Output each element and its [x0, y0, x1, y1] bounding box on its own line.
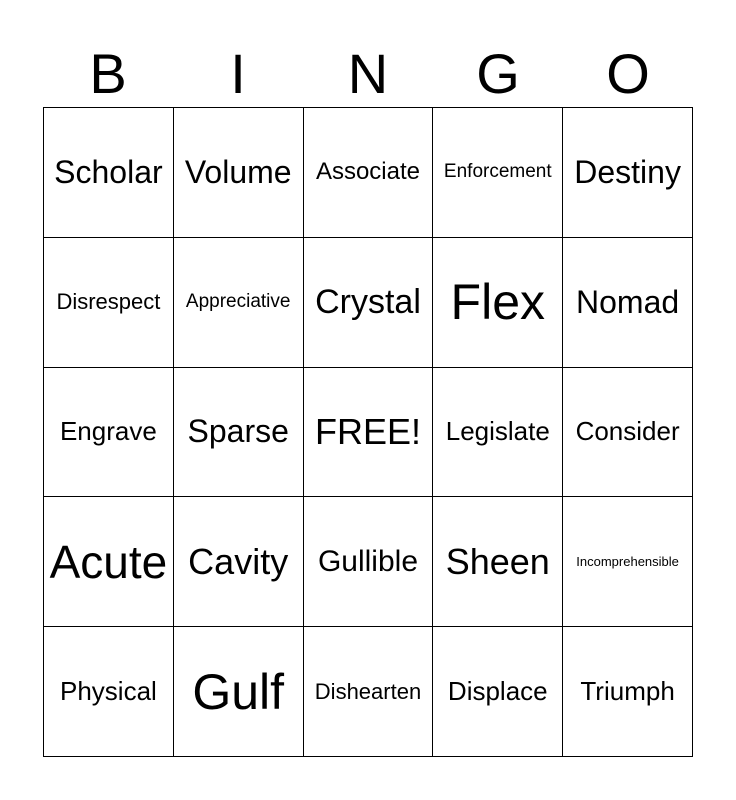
header-letter-g: G: [476, 42, 520, 105]
bingo-cell[interactable]: Sparse: [174, 368, 304, 498]
bingo-grid: [43, 107, 693, 757]
bingo-cell[interactable]: Physical: [44, 627, 174, 757]
bingo-cell[interactable]: Disrespect: [44, 238, 174, 368]
header-letter-b: B: [89, 42, 127, 105]
bingo-cell[interactable]: Volume: [174, 108, 304, 238]
bingo-cell[interactable]: Legislate: [433, 368, 563, 498]
bingo-cell[interactable]: Displace: [433, 627, 563, 757]
bingo-cell[interactable]: Crystal: [304, 238, 434, 368]
bingo-cell[interactable]: Dishearten: [304, 627, 434, 757]
header-letter-n: N: [347, 42, 389, 105]
header-letter-i: I: [230, 42, 246, 105]
bingo-cell[interactable]: Acute: [44, 497, 174, 627]
bingo-cell[interactable]: Flex: [433, 238, 563, 368]
bingo-cell[interactable]: Consider: [563, 368, 693, 498]
bingo-cell[interactable]: Gulf: [174, 627, 304, 757]
bingo-cell[interactable]: Scholar: [44, 108, 174, 238]
bingo-cell[interactable]: Gullible: [304, 497, 434, 627]
bingo-cell[interactable]: Nomad: [563, 238, 693, 368]
bingo-cell[interactable]: Appreciative: [174, 238, 304, 368]
bingo-cell[interactable]: Cavity: [174, 497, 304, 627]
free-space-cell[interactable]: FREE!: [304, 368, 434, 498]
bingo-header: [43, 40, 693, 108]
bingo-cell[interactable]: Enforcement: [433, 108, 563, 238]
bingo-cell[interactable]: Incomprehensible: [563, 497, 693, 627]
bingo-cell[interactable]: Sheen: [433, 497, 563, 627]
bingo-cell[interactable]: Triumph: [563, 627, 693, 757]
bingo-cell[interactable]: Destiny: [563, 108, 693, 238]
header-letter-o: O: [606, 42, 650, 105]
bingo-cell[interactable]: Engrave: [44, 368, 174, 498]
bingo-cell[interactable]: Associate: [304, 108, 434, 238]
